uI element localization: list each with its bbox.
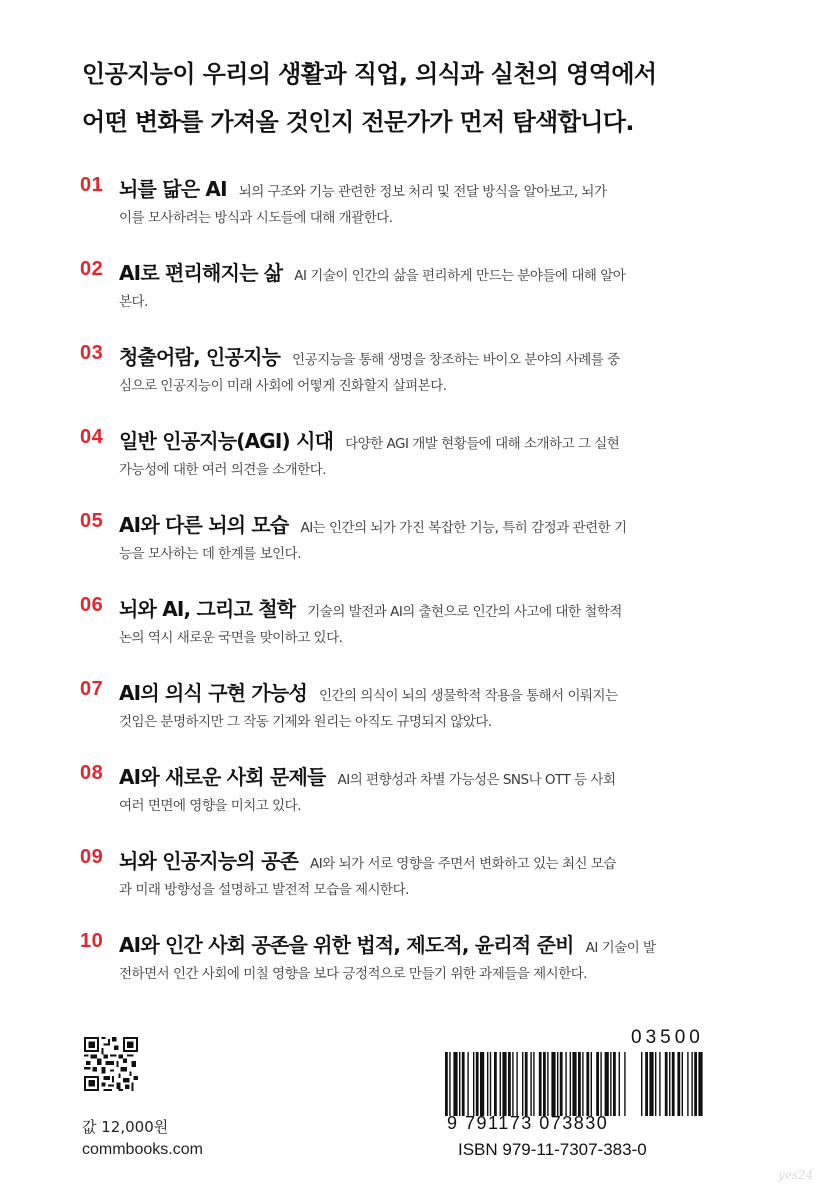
barcode-bar — [613, 1052, 616, 1116]
barcode-bar — [459, 1052, 460, 1116]
chapter-description: AI와 뇌가 서로 영향을 주면서 변화하고 있는 최신 모습 — [310, 856, 616, 872]
chapter-description-cont: 심으로 인공지능이 미래 사회에 어떻게 진화할지 살펴본다. — [119, 378, 447, 394]
chapter-description-cont: 여러 면면에 영향을 미치고 있다. — [119, 798, 301, 814]
chapter-number: 05 — [80, 510, 104, 532]
barcode-bar — [530, 1052, 531, 1116]
barcode-bar — [494, 1052, 497, 1116]
barcode-bar — [453, 1052, 457, 1116]
barcode-bar — [624, 1052, 625, 1116]
barcode-bar — [586, 1052, 589, 1116]
barcode-digits: 9 791173 073830 — [447, 1113, 609, 1133]
barcode-bar — [522, 1052, 523, 1116]
toc-item — [80, 844, 720, 928]
barcode-bar — [490, 1052, 491, 1116]
barcode-bar — [525, 1052, 528, 1116]
chapter-description-cont: 전하면서 인간 사회에 미칠 영향을 보다 긍정적으로 만들기 위한 과제들을 제시한다. — [119, 966, 588, 982]
barcode-addon-bar — [669, 1052, 670, 1116]
barcode-bar — [582, 1052, 583, 1116]
isbn-barcode — [445, 1052, 703, 1116]
chapter-description: 뇌의 구조와 기능 관련한 정보 처리 및 전달 방식을 알아보고, 뇌가 — [238, 184, 607, 200]
barcode-bar — [539, 1052, 542, 1116]
barcode-addon-bar — [682, 1052, 683, 1116]
barcode-bar — [467, 1052, 468, 1116]
chapter-title: 뇌와 인공지능의 공존 — [119, 849, 299, 873]
barcode-bar — [516, 1052, 517, 1116]
barcode-addon-bar — [694, 1052, 697, 1116]
chapter-description-cont: 것임은 분명하지만 그 작동 기제와 원리는 아직도 규명되지 않았다. — [119, 714, 492, 730]
barcode-bar — [572, 1052, 576, 1116]
barcode-bar — [500, 1052, 501, 1116]
chapter-description-cont: 논의 역시 새로운 국면을 맞이하고 있다. — [119, 630, 343, 646]
barcode-bar — [512, 1052, 513, 1116]
barcode-bar — [578, 1052, 581, 1116]
chapter-number: 01 — [80, 174, 104, 196]
barcode-bar — [547, 1052, 548, 1116]
price: 값 12,000원 — [82, 1118, 169, 1136]
chapter-title: AI와 인간 사회 공존을 위한 법적, 제도적, 윤리적 준비 — [119, 933, 574, 957]
toc-item — [80, 676, 720, 760]
chapter-description: AI 기술이 인간의 삶을 편리하게 만드는 분야들에 대해 알아 — [294, 268, 626, 284]
toc-item — [80, 256, 720, 340]
barcode-bar — [560, 1052, 563, 1116]
barcode-addon-bar — [691, 1052, 692, 1116]
chapter-description-cont: 과 미래 방향성을 설명하고 발전적 모습을 제시한다. — [119, 882, 409, 898]
barcode-bar — [462, 1052, 465, 1116]
barcode-addon-bar — [655, 1052, 656, 1116]
toc-item — [80, 928, 720, 1012]
chapter-description-cont: 능을 모사하는 데 한계를 보인다. — [119, 546, 301, 562]
chapter-description: 다양한 AGI 개발 현황들에 대해 소개하고 그 실현 — [345, 436, 620, 452]
barcode-bar — [557, 1052, 558, 1116]
barcode-bar — [502, 1052, 506, 1116]
chapter-title: 뇌를 닮은 AI — [119, 177, 227, 201]
chapter-title: AI와 새로운 사회 문제들 — [119, 765, 326, 789]
chapter-number: 09 — [80, 846, 104, 868]
watermark-logo: yes24 — [778, 1168, 814, 1182]
barcode-bar — [570, 1052, 571, 1116]
headline-line-1: 인공지능이 우리의 생활과 직업, 의식과 실천의 영역에서 — [82, 60, 657, 88]
headline-line-2: 어떤 변화를 가져올 것인지 전문가가 먼저 탐색합니다. — [82, 108, 634, 136]
barcode-bar — [591, 1052, 592, 1116]
barcode-bar — [473, 1052, 474, 1116]
chapter-description: 인공지능을 통해 생명을 창조하는 바이오 분야의 사례를 중 — [292, 352, 620, 368]
chapter-number: 07 — [80, 678, 104, 700]
barcode-addon-bar — [665, 1052, 668, 1116]
barcode-bar — [476, 1052, 479, 1116]
toc-item — [80, 172, 720, 256]
barcode-bar — [533, 1052, 534, 1116]
barcode-bar — [487, 1052, 488, 1116]
chapter-description-cont: 가능성에 대한 여러 의견을 소개한다. — [119, 462, 327, 478]
barcode-bar — [480, 1052, 484, 1116]
chapter-description-cont: 이를 모사하려는 방식과 시도들에 대해 개괄한다. — [119, 210, 393, 226]
chapter-description: 기술의 발전과 AI의 출현으로 인간의 사고에 대한 철학적 — [307, 604, 622, 620]
chapter-title: AI의 의식 구현 가능성 — [119, 681, 307, 705]
toc-item — [80, 760, 720, 844]
toc-item — [80, 508, 720, 592]
barcode-bar — [605, 1052, 609, 1116]
chapter-title: AI로 편리해지는 삶 — [119, 261, 283, 285]
chapter-number: 03 — [80, 342, 104, 364]
barcode-bar — [565, 1052, 566, 1116]
chapter-description: AI의 편향성과 차별 가능성은 SNS나 OTT 등 사회 — [337, 772, 616, 788]
barcode-addon-code: 03500 — [631, 1027, 704, 1048]
toc-item — [80, 592, 720, 676]
chapter-number: 10 — [80, 930, 104, 952]
chapter-number: 02 — [80, 258, 104, 280]
toc-item — [80, 340, 720, 424]
toc-item — [80, 424, 720, 508]
chapter-title: AI와 다른 뇌의 모습 — [119, 513, 289, 537]
chapter-number: 04 — [80, 426, 104, 448]
barcode-bar — [543, 1052, 546, 1116]
barcode-bar — [600, 1052, 601, 1116]
barcode-bar — [445, 1052, 448, 1116]
table-of-contents — [80, 172, 720, 1012]
barcode-bar — [610, 1052, 611, 1116]
chapter-title: 뇌와 AI, 그리고 철학 — [119, 597, 296, 621]
chapter-description: AI 기술이 발 — [585, 940, 656, 956]
chapter-description: AI는 인간의 뇌가 가진 복잡한 기능, 특히 감정과 관련한 기 — [300, 520, 627, 536]
chapter-description-cont: 본다. — [119, 294, 148, 310]
chapter-description: 인간의 의식이 뇌의 생물학적 작용을 통해서 이뤄지는 — [318, 688, 618, 704]
barcode-addon-bar — [641, 1052, 642, 1116]
qr-code[interactable] — [84, 1037, 138, 1091]
barcode-addon-bar — [649, 1052, 653, 1116]
barcode-addon-bar — [698, 1052, 702, 1116]
barcode-bar — [619, 1052, 620, 1116]
barcode-addon-bar — [677, 1052, 680, 1116]
chapter-title: 일반 인공지능(AGI) 시대 — [119, 429, 334, 453]
barcode-addon-bar — [672, 1052, 675, 1116]
chapter-title: 청출어람, 인공지능 — [119, 345, 281, 369]
barcode-addon-bar — [645, 1052, 648, 1116]
publisher-website[interactable]: commbooks.com — [82, 1141, 203, 1158]
chapter-number: 06 — [80, 594, 104, 616]
chapter-number: 08 — [80, 762, 104, 784]
barcode-addon-bar — [659, 1052, 660, 1116]
barcode-bar — [508, 1052, 511, 1116]
barcode-addon-bar — [687, 1052, 688, 1116]
barcode-bar — [596, 1052, 599, 1116]
isbn-number: ISBN 979-11-7307-383-0 — [458, 1140, 647, 1159]
barcode-bar — [551, 1052, 555, 1116]
headline — [82, 50, 782, 146]
barcode-bar — [449, 1052, 450, 1116]
